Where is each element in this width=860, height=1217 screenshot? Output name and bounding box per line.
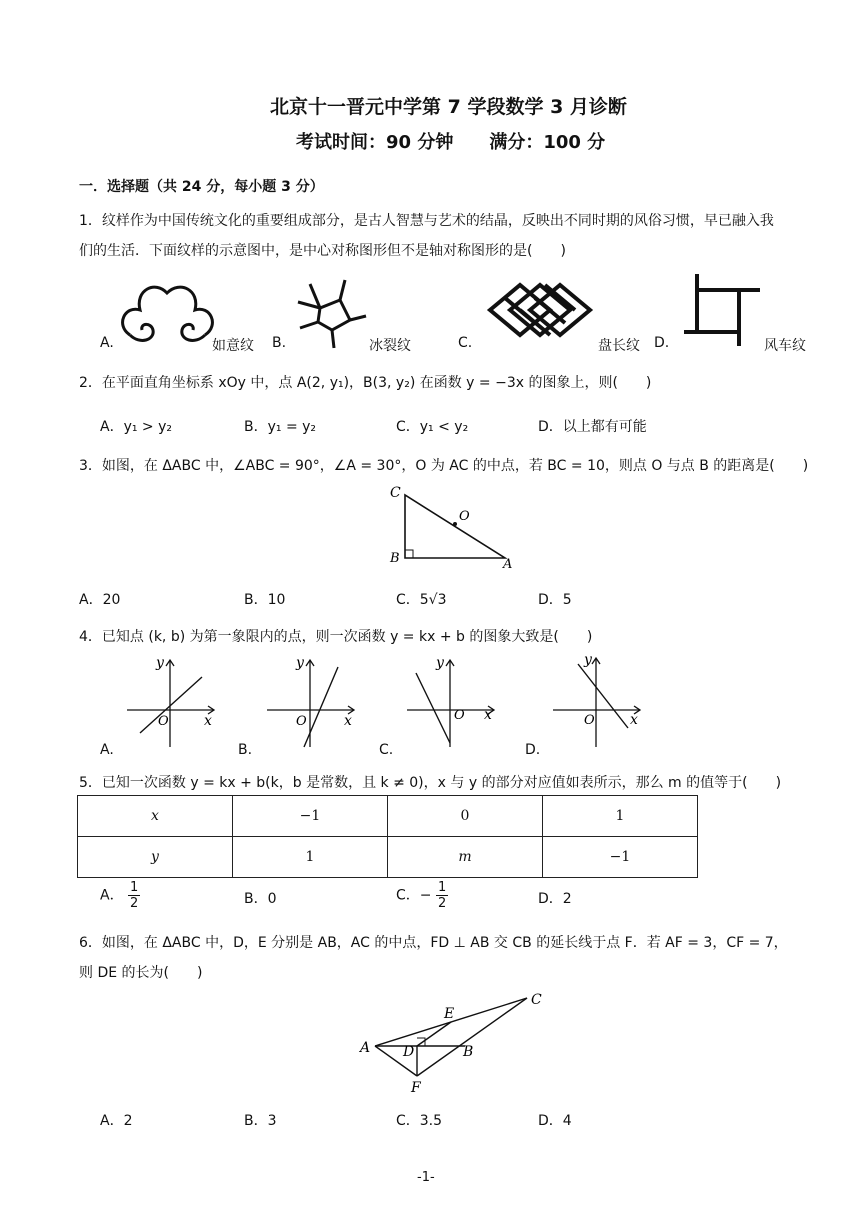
q2-option-d[interactable]: D．以上都有可能 [538,419,647,435]
q3-label-o: O [459,509,470,524]
q6-label-d: D [403,1044,415,1060]
q4-graph-d [548,650,648,745]
q4-stem: 4．已知点 (k, b) 为第一象限内的点，则一次函数 y = kx + b 的图象大致是( ) [79,629,593,645]
q2-stem: 2．在平面直角坐标系 xOy 中，点 A(2, y₁)，B(3, y₂) 在函数 y = −3x 的图象上，则( ) [79,375,652,391]
table-cell: 1 [233,837,388,878]
numerator: 1 [130,880,139,895]
table-cell: −1 [233,796,388,837]
q2-option-a[interactable]: A．y₁ > y₂ [100,419,173,435]
q6-option-b[interactable]: B．3 [244,1113,277,1129]
q1-option-b-label: 冰裂纹 [369,338,411,354]
q2-option-c[interactable]: C．y₁ < y₂ [396,419,469,435]
table-cell: x [78,796,233,837]
q4a-x-label: x [204,713,212,729]
pinwheel-pattern-figure [682,272,762,347]
table-row [78,796,698,837]
q1-option-a-label: 如意纹 [212,338,254,354]
table-row [78,837,698,878]
ice-crack-pattern-figure [290,272,370,350]
q5-stem: 5．已知一次函数 y = kx + b(k，b 是常数，且 k ≠ 0)，x 与 y 的部分对应值如表所示，那么 m 的值等于( ) [79,775,782,791]
q4a-y-label: y [156,655,164,671]
page-title: 北京十一晋元中学第 7 学段数学 3 月诊断 [270,96,627,118]
q1-option-c-letter[interactable]: C. [458,335,473,351]
panchang-knot-figure [485,280,595,340]
table-cell: −1 [543,837,698,878]
q4b-x-label: x [344,713,352,729]
q4-graph-c [402,655,502,750]
q5-option-c[interactable] [396,880,448,911]
q6-triangle-figure [355,990,555,1100]
q6-label-c: C [531,992,542,1008]
q6-stem-line2: 则 DE 的长为( ) [79,965,203,981]
table-cell: 1 [543,796,698,837]
ruyi-pattern-figure [120,275,215,350]
q1-option-d-label: 风车纹 [764,338,806,354]
q1-option-d-letter[interactable]: D. [654,335,670,351]
q3-option-d[interactable]: D．5 [538,592,572,608]
q2-option-b[interactable]: B．y₁ = y₂ [244,419,317,435]
q4c-origin-label: O [454,708,465,723]
q4d-x-label: x [630,712,638,728]
q6-label-b: B [463,1044,474,1060]
q1-stem-line2: 们的生活．下面纹样的示意图中，是中心对称图形但不是轴对称图形的是( ) [79,243,566,259]
q5-option-c-letter: C．− [396,887,432,904]
q4b-y-label: y [296,655,304,671]
q1-option-a-letter[interactable]: A. [100,335,114,351]
q5-option-a-letter: A． [100,887,124,904]
q3-label-c: C [390,485,401,501]
q3-label-a: A [503,557,513,572]
q6-option-c[interactable]: C．3.5 [396,1113,443,1129]
q4-option-b[interactable]: B. [238,742,253,758]
q3-triangle-figure [385,480,525,570]
denominator: 2 [437,896,447,911]
q4-option-a[interactable]: A. [100,742,114,758]
table-cell: m [388,837,543,878]
q4-graph-b [262,655,362,750]
q5-value-table [77,795,698,878]
q6-label-a: A [360,1040,371,1056]
q6-stem-line1: 6．如图，在 ΔABC 中，D，E 分别是 AB，AC 的中点，FD ⊥ AB 交 CB 的延长线于点 F．若 AF = 3，CF = 7， [79,935,788,951]
q3-option-a[interactable]: A．20 [79,592,121,608]
q5-option-b[interactable]: B．0 [244,891,277,907]
q1-option-b-letter[interactable]: B. [272,335,287,351]
q4-option-c[interactable]: C. [379,742,394,758]
q5-option-a[interactable] [100,880,140,911]
q3-option-b[interactable]: B．10 [244,592,286,608]
table-cell: 0 [388,796,543,837]
q4-graph-a [122,655,222,750]
q3-option-c[interactable]: C．5√3 [396,592,447,608]
q4d-origin-label: O [584,713,595,728]
q4-option-d[interactable]: D. [525,742,541,758]
q5-option-a-fraction [128,880,140,911]
q3-label-b: B [390,551,400,566]
table-cell: y [78,837,233,878]
q5-option-d[interactable]: D．2 [538,891,572,907]
page-number: -1- [417,1170,435,1185]
q6-label-f: F [411,1080,421,1096]
q6-option-d[interactable]: D．4 [538,1113,572,1129]
section-heading: 一．选择题（共 24 分，每小题 3 分） [79,179,324,195]
q4a-origin-label: O [158,714,169,729]
numerator: 1 [437,880,447,895]
q4d-y-label: y [584,652,592,668]
exam-info: 考试时间：90 分钟 满分：100 分 [296,132,606,153]
q4c-x-label: x [484,707,492,723]
q3-stem: 3．如图，在 ΔABC 中，∠ABC = 90°，∠A = 30°，O 为 AC 的中点，若 BC = 10，则点 O 与点 B 的距离是( ) [79,458,809,474]
denominator: 2 [130,896,139,911]
q4c-y-label: y [436,655,444,671]
q1-stem-line1: 1．纹样作为中国传统文化的重要组成部分，是古人智慧与艺术的结晶，反映出不同时期的风俗习惯，早已融入我 [79,213,774,229]
q6-option-a[interactable]: A．2 [100,1113,133,1129]
q5-option-c-fraction [436,880,448,911]
q1-option-c-label: 盘长纹 [598,338,640,354]
q6-label-e: E [444,1006,455,1022]
q4b-origin-label: O [296,714,307,729]
